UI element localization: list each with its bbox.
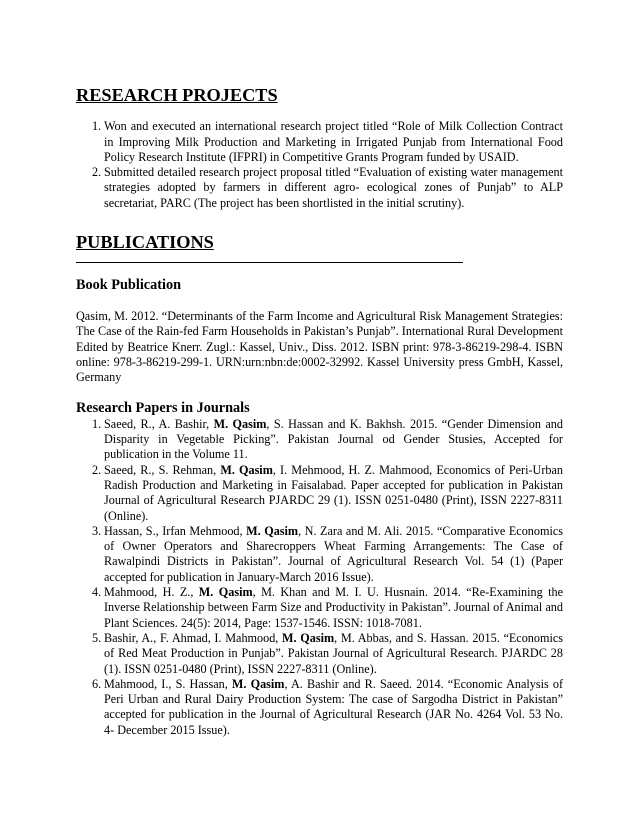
list-item bbox=[76, 417, 563, 463]
book-publication-heading: Book Publication bbox=[76, 276, 182, 293]
highlighted-author: M. Qasim bbox=[231, 676, 285, 691]
citation-rest: , S. Hassan and K. Bakhsh. 2015. “Gender Dimension and Disparity in Vegetable Picking”. Pakistan Journal od Gender Stusies, Accepted for publication in the Volume 11. bbox=[104, 416, 563, 462]
citation-authors: Hassan, S., Irfan Mehmood, bbox=[104, 523, 247, 538]
research-projects-list bbox=[76, 119, 563, 211]
journals-heading: Research Papers in Journals bbox=[76, 400, 250, 417]
highlighted-author: M. Qasim bbox=[213, 416, 267, 431]
list-item bbox=[76, 631, 563, 677]
list-number: 2. bbox=[92, 462, 102, 477]
list-item-text: Submitted detailed research project proposal titled “Evaluation of existing water management strategies adopted by farmers in different agro- ecological zones of Punjab” to ALP secretariat, PARC (The project has been shortlisted in the initial scrutiny). bbox=[104, 165, 563, 210]
list-number: 1. bbox=[92, 119, 102, 134]
citation-rest: , M. Khan and M. I. U. Husnain. 2014. “Re-Examining the Inverse Relationship between Farm Size and Productivity in Pakistan”. Journal of Animal and Plant Sciences. 24(5): 2014, Page: 1537-1546. ISSN: 1018-7081. bbox=[104, 585, 563, 630]
list-number: 1. bbox=[92, 416, 102, 431]
publications-heading bbox=[76, 232, 563, 266]
list-item bbox=[76, 524, 563, 585]
citation-authors: Mahmood, H. Z., bbox=[104, 585, 199, 600]
highlighted-author: M. Qasim bbox=[198, 585, 253, 600]
highlighted-author: M. Qasim bbox=[246, 523, 299, 538]
list-item bbox=[76, 119, 563, 165]
document-page bbox=[76, 85, 564, 738]
heading-rule bbox=[76, 250, 463, 263]
list-item bbox=[76, 463, 563, 524]
list-number: 3. bbox=[92, 523, 102, 538]
journals-list bbox=[76, 417, 563, 738]
list-item bbox=[76, 165, 563, 211]
citation-rest: , N. Zara and M. Ali. 2015. “Comparative Economics of Owner Operators and Sharecroppers Wheat Farming Arrangements: The Case of Rawalpindi Districts in Pakistan”. Journal of Agricultural Research Vol. 54 (1) (Paper accepted for publication in January-March 2016 Issue). bbox=[104, 523, 563, 584]
publications-heading-text: PUBLICATIONS bbox=[76, 232, 214, 253]
citation-rest: , A. Bashir and R. Saeed. 2014. “Economic Analysis of Peri Urban and Rural Dairy Production System: The case of Sargodha District in Pakistan” accepted for publication in the Journal of Agricultural Research (JAR No. 4264 Vol. 53 No. 4- December 2015 Issue). bbox=[104, 676, 564, 737]
highlighted-author: M. Qasim bbox=[220, 462, 273, 477]
list-number: 6. bbox=[92, 676, 102, 691]
list-number: 4. bbox=[92, 585, 102, 600]
citation-authors: Saeed, R., A. Bashir, bbox=[104, 416, 214, 431]
citation-authors: Saeed, R., S. Rehman, bbox=[104, 462, 221, 477]
list-number: 5. bbox=[92, 630, 102, 645]
book-publication-text: Qasim, M. 2012. “Determinants of the Farm Income and Agricultural Risk Management Strategies: The Case of the Rain-fed Farm Households in Pakistan’s Punjab”. International Rural Development Edited by Beatrice Knerr. Zugl.: Kassel, Univ., Diss. 2012. ISBN print: 978-3-86219-298-4. ISBN online: 978-3-86219-299-1. URN:urn:nbn:de:0002-32992. Kassel University press GmbH, Kassel, Germany bbox=[76, 308, 563, 385]
highlighted-author: M. Qasim bbox=[282, 630, 335, 645]
research-projects-heading: RESEARCH PROJECTS bbox=[76, 85, 278, 105]
citation-rest: , M. Abbas, and S. Hassan. 2015. “Economics of Red Meat Production in Punjab”. Pakistan Journal of Agricultural Research. PJARDC 28 (1). ISSN 0251-0480 (Print), ISSN 2227-8311 (Online). bbox=[104, 630, 564, 676]
list-item bbox=[76, 585, 563, 631]
citation-authors: Bashir, A., F. Ahmad, I. Mahmood, bbox=[104, 630, 283, 645]
list-number: 2. bbox=[92, 165, 102, 180]
citation-rest: , I. Mehmood, H. Z. Mahmood, Economics of Peri-Urban Radish Production and Marketing in Faisalabad. Paper accepted for publication in Pakistan Journal of Agricultural Research PJARDC 29 (1). ISSN 0251-0480 (Print), ISSN 2227-8311 (Online). bbox=[104, 462, 564, 523]
citation-authors: Mahmood, I., S. Hassan, bbox=[104, 676, 232, 691]
list-item bbox=[76, 677, 563, 738]
list-item-text: Won and executed an international research project titled “Role of Milk Collection Contract in Improving Milk Production and Marketing in Irrigated Punjab from International Food Policy Research Institute (IFPRI) in Competitive Grants Program funded by USAID. bbox=[104, 119, 563, 164]
